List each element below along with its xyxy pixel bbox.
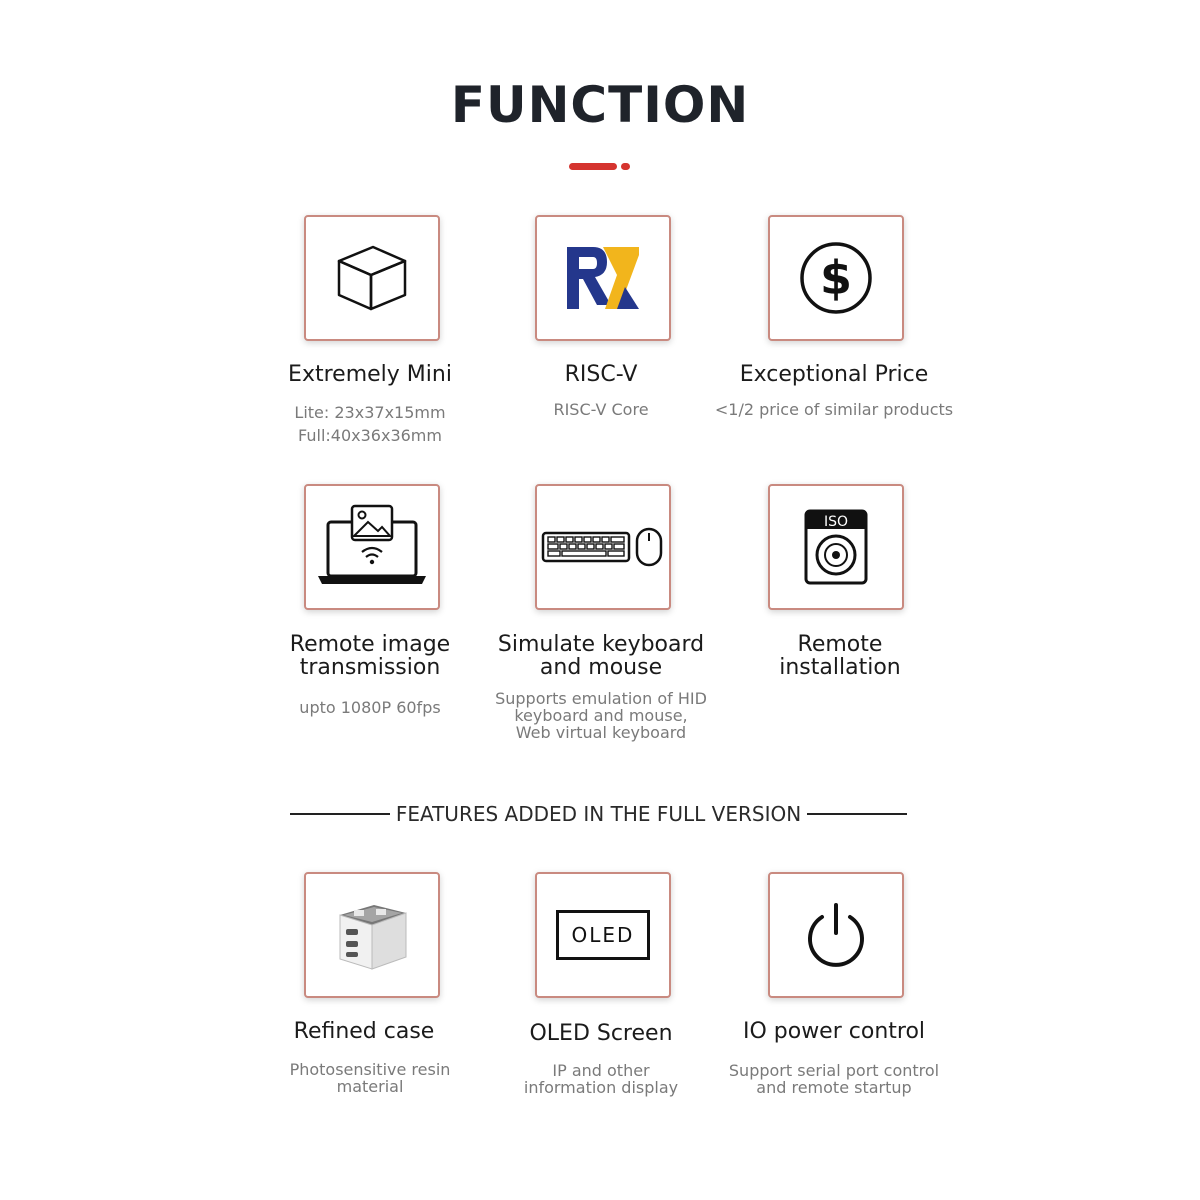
feature-card-refined-case — [242, 872, 482, 1122]
full-version-divider — [0, 800, 1200, 830]
feature-title: Simulate keyboard and mouse — [497, 632, 705, 680]
feature-title: Remote installation — [779, 632, 901, 680]
title-accent-bar — [569, 163, 617, 170]
page-title: FUNCTION — [450, 76, 750, 134]
feature-card-exceptional-price — [706, 215, 954, 465]
feature-title: RISC-V — [564, 362, 638, 387]
feature-subtitle: upto 1080P 60fps — [299, 698, 441, 717]
feature-title: Remote image transmission — [289, 632, 451, 680]
feature-subtitle: Supports emulation of HID keyboard and mouse, Web virtual keyboard — [495, 689, 707, 742]
svg-text:$: $ — [819, 251, 853, 305]
feature-subtitle: Support serial port control and remote startup — [728, 1061, 940, 1097]
feature-icon-box — [304, 872, 440, 998]
feature-icon-box — [768, 484, 904, 610]
feature-subtitle: <1/2 price of similar products — [714, 400, 954, 419]
feature-card-keyboard-mouse — [473, 484, 713, 742]
title-accent-dot — [621, 163, 630, 170]
feature-card-remote-image — [242, 484, 482, 734]
feature-title: Exceptional Price — [739, 362, 929, 387]
full-version-label: FEATURES ADDED IN THE FULL VERSION — [395, 802, 802, 826]
divider-line-left — [290, 813, 390, 815]
oled-screen-icon — [556, 910, 650, 960]
feature-title: OLED Screen — [529, 1021, 673, 1046]
feature-card-remote-installation — [706, 484, 946, 734]
power-icon — [804, 903, 868, 967]
feature-card-io-power — [706, 872, 946, 1122]
cube-icon — [335, 243, 409, 313]
feature-title: Extremely Mini — [288, 362, 452, 387]
feature-icon-box — [535, 484, 671, 610]
oled-screen-text: OLED — [571, 923, 635, 947]
feature-subtitle: Photosensitive resin material — [289, 1060, 451, 1096]
dollar-coin-icon — [798, 240, 874, 316]
feature-card-risc-v — [473, 215, 713, 465]
laptop-image-wifi-icon — [316, 504, 428, 590]
risc-v-logo — [567, 247, 639, 309]
feature-icon-box — [304, 215, 440, 341]
feature-card-extremely-mini — [242, 215, 482, 465]
iso-label: ISO — [823, 514, 849, 530]
keyboard-mouse-icon — [541, 527, 665, 567]
feature-icon-box — [768, 872, 904, 998]
feature-subtitle: RISC-V Core — [553, 400, 649, 419]
feature-card-oled-screen — [473, 872, 713, 1122]
feature-icon-box — [768, 215, 904, 341]
feature-icon-box — [535, 215, 671, 341]
feature-icon-box — [304, 484, 440, 610]
divider-line-right — [807, 813, 907, 815]
feature-subtitle: IP and other information display — [523, 1061, 679, 1097]
feature-icon-box — [535, 872, 671, 998]
feature-title: IO power control — [742, 1019, 926, 1044]
feature-title: Refined case — [293, 1019, 435, 1044]
feature-subtitle: Lite: 23x37x15mm Full:40x36x36mm — [294, 403, 446, 445]
device-case-image — [334, 897, 410, 973]
